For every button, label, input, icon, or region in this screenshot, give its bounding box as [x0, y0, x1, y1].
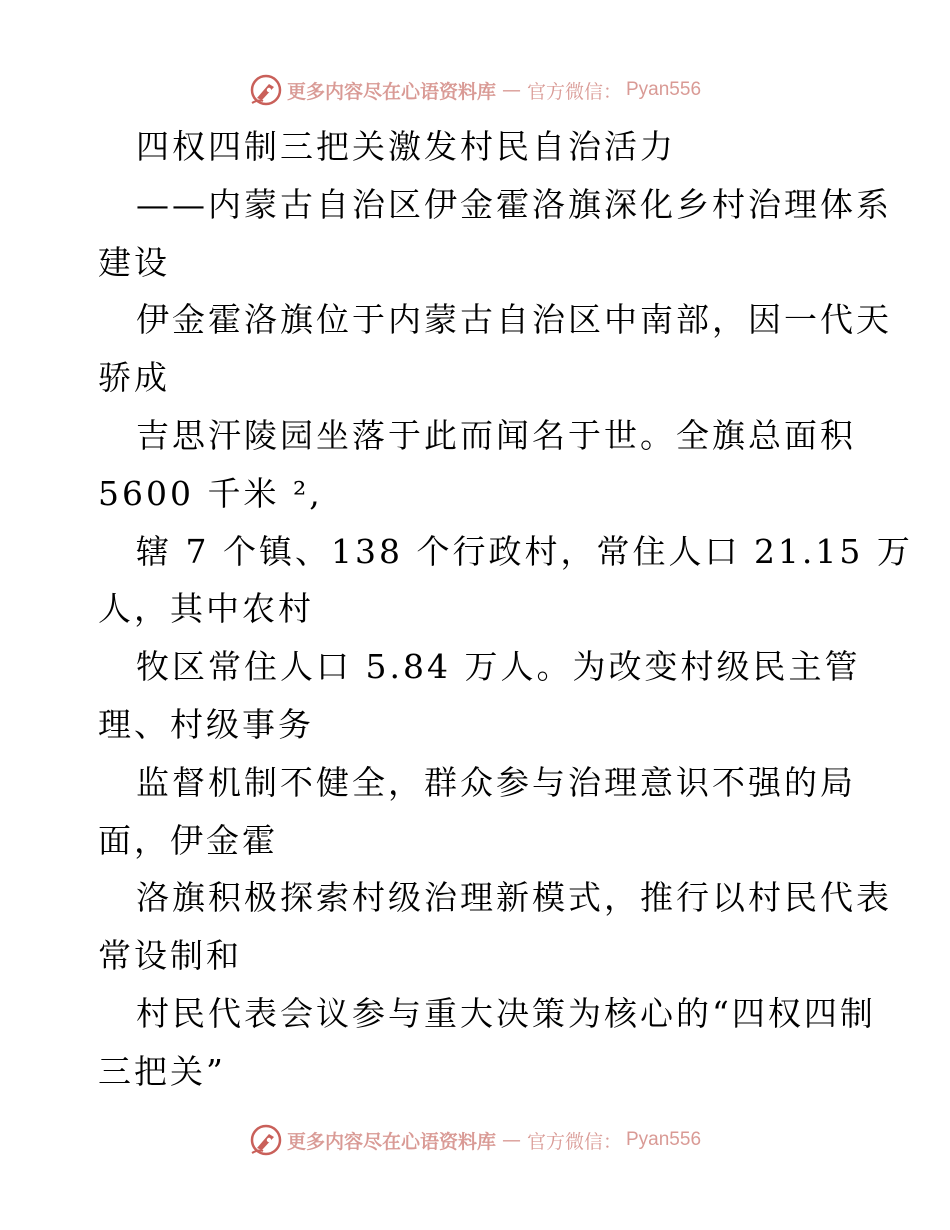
watermark-dash: —	[501, 1129, 521, 1151]
text-line: 牧区常住人口 5.84 万人。为改变村级民主管	[136, 647, 861, 687]
text-line: 村民代表会议参与重大决策为核心的“四权四制	[136, 993, 876, 1033]
text-line: 吉思汗陵园坐落于此而闻名于世。全旗总面积	[136, 415, 856, 455]
text-line: 监督机制不健全，群众参与治理意识不强的局	[136, 762, 856, 802]
text-line: 建设	[98, 242, 170, 282]
text-line: 面，伊金霍	[98, 820, 278, 860]
watermark-footer	[0, 1120, 950, 1160]
document-body	[98, 118, 913, 1101]
text-line: 理、村级事务	[98, 704, 314, 744]
text-line: 伊金霍洛旗位于内蒙古自治区中南部，因一代天	[136, 300, 892, 340]
text-line: 人，其中农村	[98, 589, 314, 629]
text-line: 5600 千米 ²,	[98, 473, 323, 513]
pen-nib-logo-icon	[249, 1123, 283, 1157]
text-line: 辖 7 个镇、138 个行政村，常住人口 21.15 万	[136, 531, 913, 571]
watermark-wechat-label: 官方微信：	[526, 80, 622, 103]
text-line: 洛旗积极探索村级治理新模式，推行以村民代表	[136, 878, 892, 918]
watermark-site-name: 更多内容尽在心语资料库	[286, 1130, 496, 1153]
text-line: 骄成	[98, 358, 170, 398]
pen-nib-logo-icon	[249, 73, 283, 107]
watermark-wechat-id: Pyan556	[626, 79, 702, 100]
text-line: ——内蒙古自治区伊金霍洛旗深化乡村治理体系	[136, 184, 892, 224]
watermark-wechat-id: Pyan556	[626, 1129, 702, 1150]
text-line: 常设制和	[98, 936, 242, 976]
watermark-site-name: 更多内容尽在心语资料库	[286, 80, 496, 103]
watermark-dash: —	[501, 79, 521, 101]
text-line: 四权四制三把关激发村民自治活力	[136, 127, 676, 166]
watermark-header	[0, 70, 950, 110]
watermark-wechat-label: 官方微信：	[526, 1130, 622, 1153]
text-line: 三把关”	[98, 1051, 226, 1091]
